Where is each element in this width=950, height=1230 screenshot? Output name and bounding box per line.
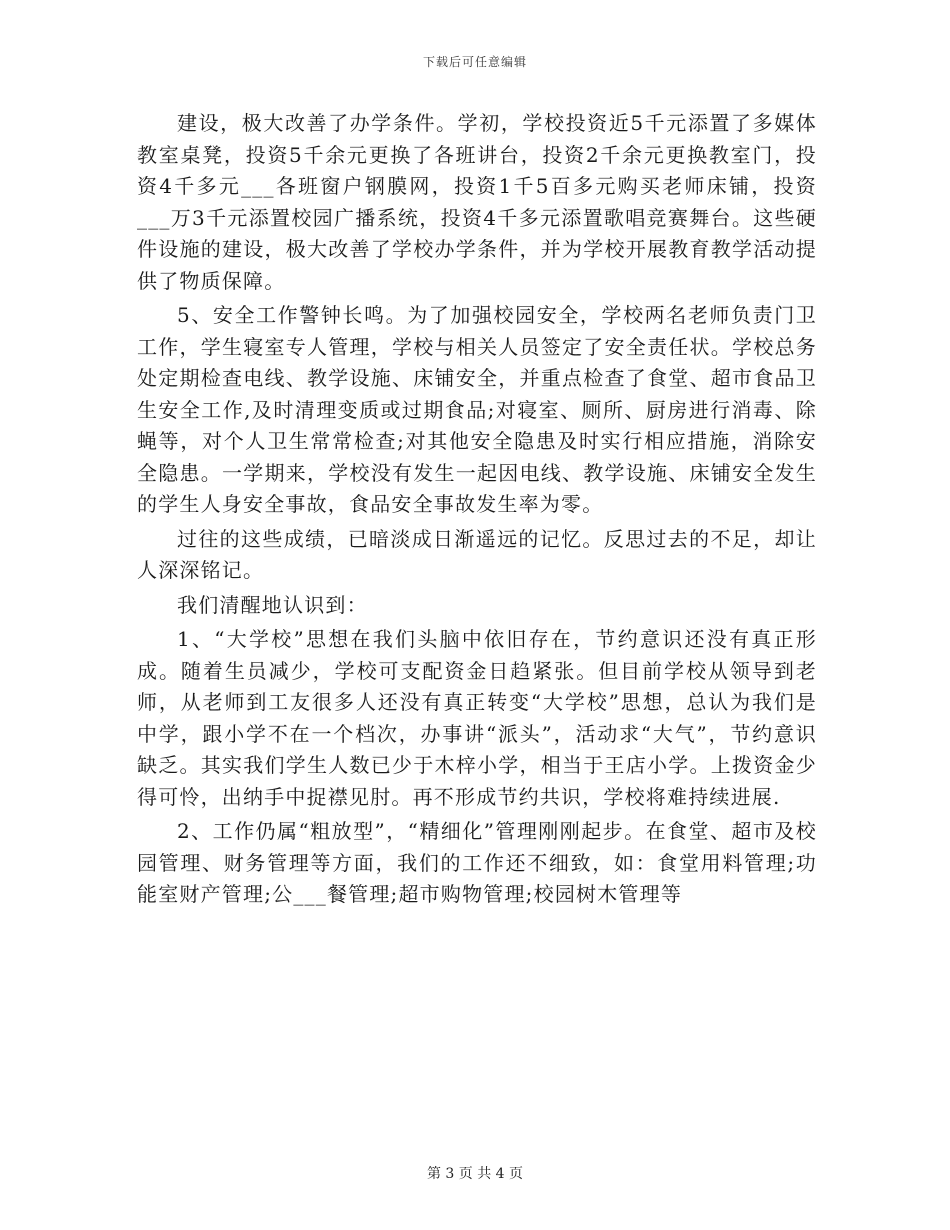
- paragraph-extensive-management: 2、工作仍属“粗放型”，“精细化”管理刚刚起步。在食堂、超市及校园管理、财务管理等方面，我们的工作还不细致，如：食堂用料管理;功能室财产管理;公___餐管理;超市购物管理;校园树木管理等: [137, 819, 817, 906]
- paragraph-past-achievements: 过往的这些成绩，已暗淡成日渐遥远的记忆。反思过去的不足，却让人深深铭记。: [137, 526, 817, 582]
- paragraph-safety-work: 5、安全工作警钟长鸣。为了加强校园安全，学校两名老师负责门卫工作，学生寝室专人管理，学校与相关人员签定了安全责任状。学校总务处定期检查电线、教学设施、床铺安全，并重点检查了食堂、超市食品卫生安全工作,及时清理变质或过期食品;对寝室、厕所、厨房进行消毒、除蝇等，对个人卫生常常检查;对其他安全隐患及时实行相应措施，消除安全隐患。一学期来，学校没有发生一起因电线、教学设施、床铺安全发生的学生人身安全事故，食品安全事故发生率为零。: [137, 303, 817, 516]
- document-body: [137, 108, 817, 911]
- paragraph-we-realize: 我们清醒地认识到：: [177, 592, 368, 617]
- page-footer: 第 3 页 共 4 页: [426, 1166, 524, 1182]
- paragraph-building-investment: 建设，极大改善了办学条件。学初，学校投资近5千元添置了多媒体教室桌凳，投资5千余元更换了各班讲台，投资2千余元更换教室门，投资4千多元___各班窗户钢膜网，投资1千5百多元购买老师床铺，投资___万3千元添置校园广播系统，投资4千多元添置歌唱竞赛舞台。这些硬件设施的建设，极大改善了学校办学条件，并为学校开展教育教学活动提供了物质保障。: [137, 111, 817, 293]
- paragraph-big-school-mindset: 1、“大学校”思想在我们头脑中依旧存在，节约意识还没有真正形成。随着生员减少，学校可支配资金日趋紧张。但目前学校从领导到老师，从老师到工友很多人还没有真正转变“大学校”思想，总认为我们是中学，跟小学不在一个档次，办事讲“派头”，活动求“大气”，节约意识缺乏。其实我们学生人数已少于木梓小学，相当于王店小学。上拨资金少得可怜，出纳手中捉襟见肘。再不形成节约共识，学校将难持续进展.: [137, 627, 817, 809]
- page-header: 下载后可任意编辑: [422, 55, 527, 69]
